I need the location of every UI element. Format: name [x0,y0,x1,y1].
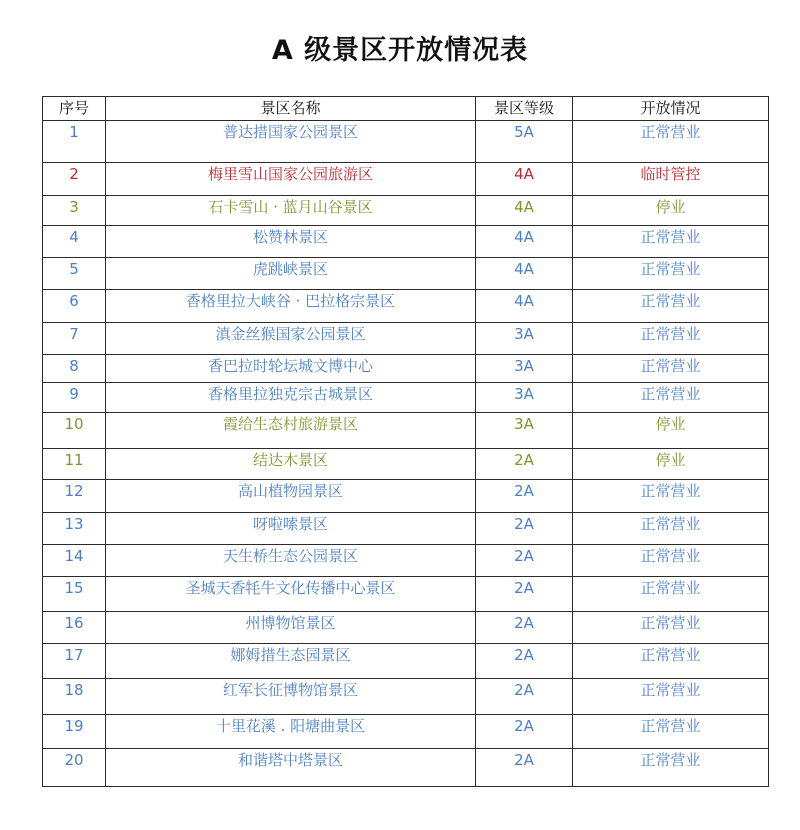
cell-status: 停业 [573,413,769,449]
scenic-area-status-table [42,96,769,787]
cell-no: 4 [43,226,106,258]
cell-status: 正常营业 [573,323,769,355]
cell-no: 2 [43,163,106,196]
cell-level: 4A [476,290,573,323]
cell-level: 2A [476,449,573,480]
cell-level: 4A [476,226,573,258]
column-header-no: 序号 [43,97,106,121]
cell-no: 20 [43,749,106,787]
table-row [43,577,769,612]
cell-status: 正常营业 [573,545,769,577]
cell-name: 普达措国家公园景区 [106,121,476,163]
table-row [43,163,769,196]
cell-no: 15 [43,577,106,612]
cell-status: 正常营业 [573,513,769,545]
table-row [43,413,769,449]
cell-level: 2A [476,612,573,644]
cell-status: 正常营业 [573,121,769,163]
cell-name: 霞给生态村旅游景区 [106,413,476,449]
cell-name: 娜姆措生态园景区 [106,644,476,679]
cell-level: 3A [476,355,573,383]
cell-no: 11 [43,449,106,480]
cell-name: 高山植物园景区 [106,480,476,513]
cell-no: 14 [43,545,106,577]
cell-name: 结达木景区 [106,449,476,480]
cell-no: 18 [43,679,106,715]
cell-name: 滇金丝猴国家公园景区 [106,323,476,355]
cell-level: 4A [476,196,573,226]
cell-no: 10 [43,413,106,449]
column-header-status: 开放情况 [573,97,769,121]
cell-status: 正常营业 [573,258,769,290]
table-row [43,258,769,290]
cell-level: 5A [476,121,573,163]
column-header-name: 景区名称 [106,97,476,121]
cell-no: 17 [43,644,106,679]
cell-name: 呀啦嗦景区 [106,513,476,545]
cell-no: 12 [43,480,106,513]
cell-name: 香巴拉时轮坛城文博中心 [106,355,476,383]
table-row [43,612,769,644]
cell-status: 正常营业 [573,749,769,787]
cell-level: 2A [476,577,573,612]
cell-status: 正常营业 [573,612,769,644]
table-row [43,715,769,749]
cell-status: 正常营业 [573,290,769,323]
table-row [43,679,769,715]
cell-level: 4A [476,163,573,196]
cell-no: 13 [43,513,106,545]
table-row [43,323,769,355]
cell-no: 3 [43,196,106,226]
cell-level: 2A [476,480,573,513]
cell-no: 9 [43,383,106,413]
page-title: A 级景区开放情况表 [271,35,529,66]
cell-level: 2A [476,749,573,787]
column-header-level: 景区等级 [476,97,573,121]
cell-status: 正常营业 [573,226,769,258]
table-row [43,513,769,545]
table-row [43,545,769,577]
cell-name: 十里花溪 . 阳塘曲景区 [106,715,476,749]
table-row [43,226,769,258]
table-row [43,449,769,480]
cell-name: 香格里拉独克宗古城景区 [106,383,476,413]
table-row [43,196,769,226]
cell-level: 4A [476,258,573,290]
table-header-row [43,97,769,121]
cell-no: 8 [43,355,106,383]
cell-name: 和谐塔中塔景区 [106,749,476,787]
cell-level: 3A [476,323,573,355]
cell-status: 正常营业 [573,715,769,749]
cell-name: 州博物馆景区 [106,612,476,644]
table-row [43,644,769,679]
cell-level: 2A [476,679,573,715]
table-row [43,383,769,413]
cell-status: 正常营业 [573,383,769,413]
cell-name: 梅里雪山国家公园旅游区 [106,163,476,196]
cell-status: 临时管控 [573,163,769,196]
cell-name: 虎跳峡景区 [106,258,476,290]
cell-status: 正常营业 [573,355,769,383]
cell-name: 红军长征博物馆景区 [106,679,476,715]
cell-no: 1 [43,121,106,163]
cell-name: 香格里拉大峡谷 · 巴拉格宗景区 [106,290,476,323]
cell-level: 3A [476,413,573,449]
cell-status: 正常营业 [573,577,769,612]
table-body [43,121,769,787]
table-row [43,355,769,383]
cell-status: 停业 [573,196,769,226]
cell-no: 6 [43,290,106,323]
cell-name: 圣城天香牦牛文化传播中心景区 [106,577,476,612]
cell-status: 停业 [573,449,769,480]
cell-no: 7 [43,323,106,355]
cell-no: 19 [43,715,106,749]
cell-name: 松赞林景区 [106,226,476,258]
cell-level: 2A [476,715,573,749]
cell-no: 16 [43,612,106,644]
table-row [43,290,769,323]
cell-level: 3A [476,383,573,413]
cell-level: 2A [476,545,573,577]
cell-name: 石卡雪山 · 蓝月山谷景区 [106,196,476,226]
cell-level: 2A [476,513,573,545]
cell-status: 正常营业 [573,644,769,679]
table-row [43,480,769,513]
cell-status: 正常营业 [573,480,769,513]
cell-name: 天生桥生态公园景区 [106,545,476,577]
cell-status: 正常营业 [573,679,769,715]
cell-no: 5 [43,258,106,290]
table-row [43,749,769,787]
cell-level: 2A [476,644,573,679]
table-row [43,121,769,163]
